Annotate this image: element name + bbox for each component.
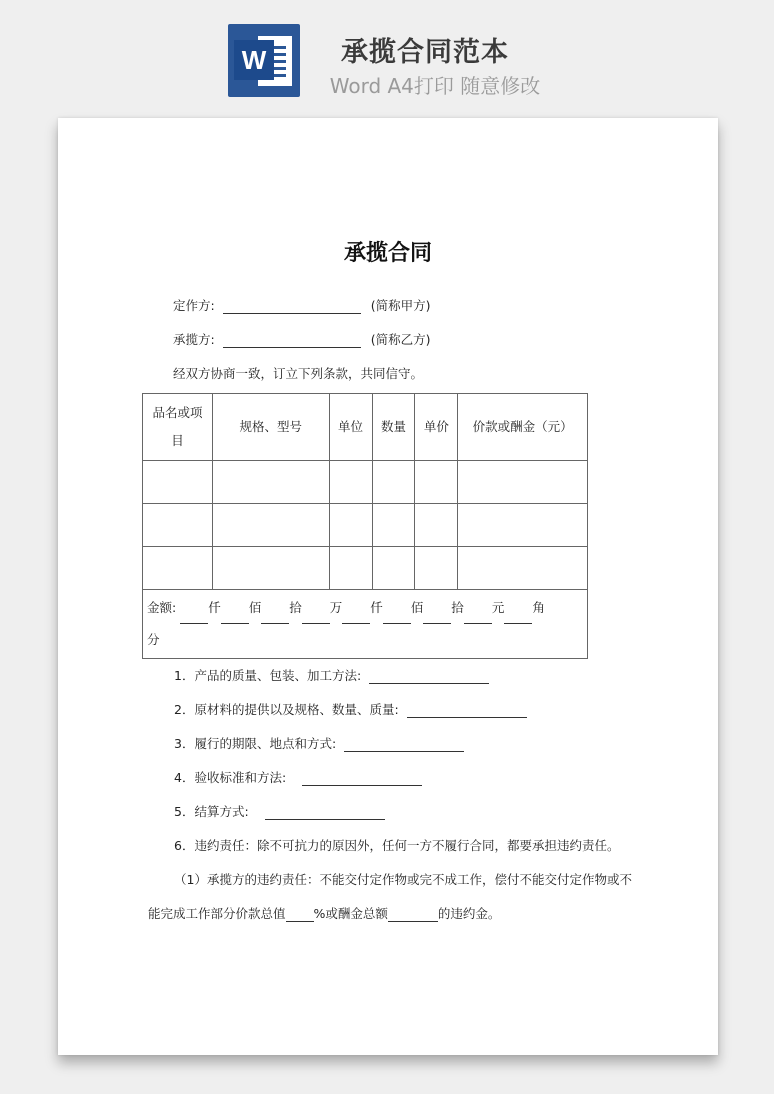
amount-unit: 仟	[208, 600, 221, 615]
penalty-line-2: 能完成工作部分价款总值 %或酬金总额 的违约金。	[148, 906, 501, 921]
amount-label: 金额:	[147, 600, 177, 615]
amount-unit: 仟	[370, 600, 383, 615]
percent-blank[interactable]	[286, 907, 314, 922]
amount-blank[interactable]	[504, 609, 532, 624]
penalty-line-1: （1）承揽方的违约责任：不能交付定作物或完不成工作，偿付不能交付定作物或不	[174, 872, 632, 887]
amount-units	[180, 600, 545, 615]
intro-text: 经双方协商一致，订立下列条款，共同信守。	[173, 366, 424, 381]
clause-3: 3．履行的期限、地点和方式:	[174, 734, 464, 752]
page-title: 承揽合同范本	[341, 37, 509, 68]
table-header-row	[143, 394, 588, 461]
party-b-line	[173, 330, 430, 348]
amount-blank[interactable]	[342, 609, 370, 624]
amount-blank[interactable]	[302, 609, 330, 624]
amount-unit: 元	[491, 600, 505, 615]
amount-unit: 佰	[410, 600, 424, 615]
amount-unit: 万	[329, 600, 343, 615]
clause-6: 6．违约责任：除不可抗力的原因外，任何一方不履行合同，都要承担违约责任。	[174, 838, 620, 853]
header-cell-spec: 规格、型号	[212, 394, 329, 461]
document-page	[58, 118, 718, 1055]
clause-2: 2．原材料的提供以及规格、数量、质量:	[174, 700, 527, 718]
clause-5: 5．结算方式:	[174, 802, 385, 820]
party-a-blank[interactable]	[223, 299, 361, 314]
total-blank[interactable]	[388, 907, 438, 922]
clause-2-blank[interactable]	[407, 703, 527, 718]
page-subtitle: Word A4打印 随意修改	[329, 74, 541, 98]
party-b-note: (简称乙方)	[370, 332, 431, 347]
party-a-label: 定作方:	[173, 298, 215, 313]
word-icon	[228, 24, 300, 97]
party-b-blank[interactable]	[223, 333, 361, 348]
header-cell-name: 品名或项目	[143, 394, 213, 461]
amount-unit: 角	[532, 600, 545, 615]
amount-blank[interactable]	[180, 609, 208, 624]
table-row	[143, 504, 588, 547]
header-cell-amount: 价款或酬金（元）	[458, 394, 588, 461]
word-letter: W	[234, 40, 274, 80]
table-row	[143, 547, 588, 590]
amount-blank[interactable]	[383, 609, 411, 624]
amount-unit: 拾	[451, 600, 464, 615]
amount-blank[interactable]	[464, 609, 492, 624]
header-cell-qty: 数量	[372, 394, 415, 461]
amount-unit: 佰	[248, 600, 262, 615]
clause-1-blank[interactable]	[369, 669, 489, 684]
party-b-label: 承揽方:	[173, 332, 215, 347]
clause-4-blank[interactable]	[302, 771, 422, 786]
amount-blank[interactable]	[423, 609, 451, 624]
clause-4: 4．验收标准和方法:	[174, 768, 422, 786]
amount-cell	[143, 590, 588, 659]
table-row	[143, 461, 588, 504]
amount-blank[interactable]	[261, 609, 289, 624]
party-a-note: (简称甲方)	[370, 298, 431, 313]
amount-tail: 分	[147, 632, 160, 647]
amount-row	[143, 590, 588, 659]
amount-blank[interactable]	[221, 609, 249, 624]
header-cell-price: 单价	[415, 394, 458, 461]
party-a-line	[173, 296, 430, 314]
amount-unit: 拾	[289, 600, 302, 615]
header-cell-unit: 单位	[329, 394, 372, 461]
clause-3-blank[interactable]	[344, 737, 464, 752]
clause-1: 1．产品的质量、包装、加工方法:	[174, 666, 489, 684]
clause-5-blank[interactable]	[265, 805, 385, 820]
goods-table	[142, 393, 588, 659]
document-title: 承揽合同	[343, 241, 432, 266]
